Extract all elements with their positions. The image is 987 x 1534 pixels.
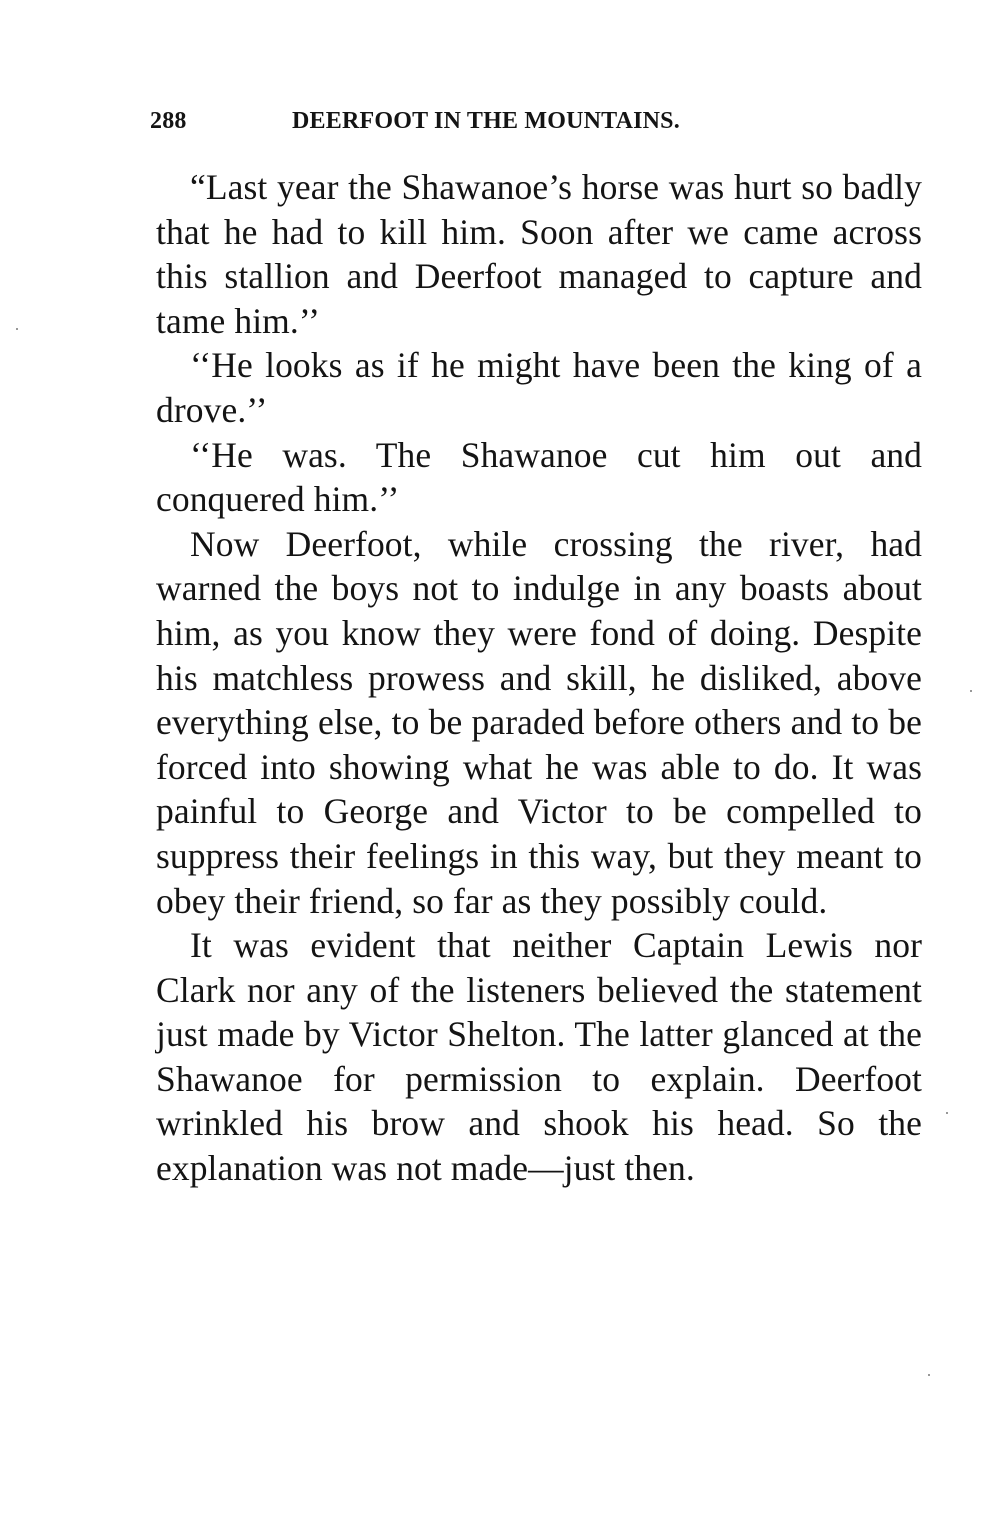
paper-speck: [16, 328, 18, 330]
body-text: [156, 165, 922, 1191]
paragraph-5: It was evident that neither Captain Lewis nor Clark nor any of the listeners believed the statement just made by Victor Shelton. The latter glanced at the Shawanoe for permission to explain. Deerfoot wrinkled his brow and shook his head. So the explanation was not made—just then.: [156, 925, 922, 1189]
paragraph-2: ‘‘He looks as if he might have been the king of a drove.’’: [156, 345, 922, 430]
page-header: [150, 108, 790, 142]
paragraph-3: ‘‘He was. The Shawanoe cut him out and conquered him.’’: [156, 434, 922, 520]
paragraph-1: “Last year the Shawanoe’s horse was hurt so badly that he had to kill him. Soon after we came across this stallion and Deerfoot managed to capture and tame him.’’: [156, 167, 922, 341]
paper-speck: [928, 1374, 930, 1376]
paragraph-4: Now Deerfoot, while crossing the river, had warned the boys not to indulge in any boasts about him, as you know they were fond of doing. Despite his matchless prowess and skill, he disliked, above everything else, to be paraded before others and to be forced into showing what he was able to do. It was painful to George and Victor to be compelled to suppress their feelings in this way, but they meant to obey their friend, so far as they possibly could.: [156, 523, 922, 921]
paper-speck: [970, 690, 972, 692]
paper-speck: [946, 1112, 948, 1114]
running-head: DEERFOOT IN THE MOUNTAINS.: [292, 108, 680, 134]
page-number: 288: [150, 108, 187, 134]
